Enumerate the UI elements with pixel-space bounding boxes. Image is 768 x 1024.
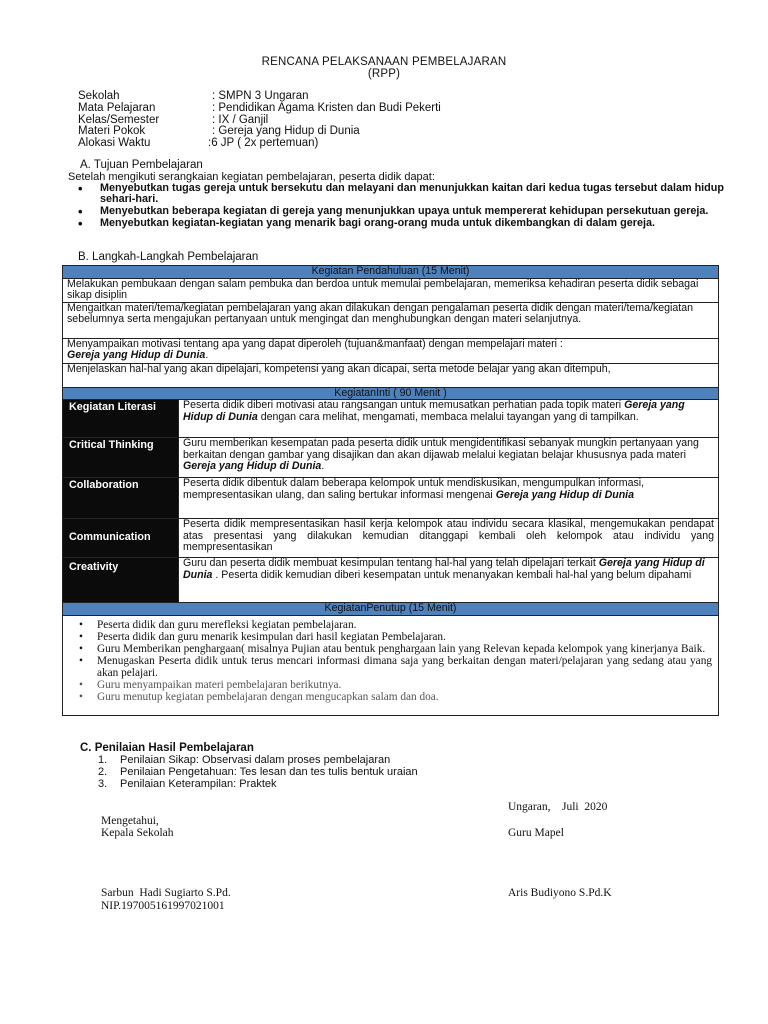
info-value: : SMPN 3 Ungaran bbox=[212, 90, 309, 102]
table-row-creativity bbox=[63, 558, 719, 603]
list-item bbox=[98, 754, 418, 766]
band-label: Kegiatan Pendahuluan (15 Menit) bbox=[63, 266, 719, 279]
activity-text: . bbox=[321, 460, 325, 472]
item-number: 2. bbox=[98, 766, 108, 778]
list-item: • Peserta didik dan guru menarik kesimpulan dari hasil kegiatan Pembelajaran. bbox=[77, 631, 712, 643]
table-band-core bbox=[63, 387, 719, 400]
table-row-critical bbox=[63, 438, 719, 478]
section-a-heading: A. Tujuan Pembelajaran bbox=[80, 159, 203, 171]
info-label: Materi Pokok bbox=[78, 125, 146, 137]
motivation-end: . bbox=[205, 349, 209, 361]
teacher-name: Aris Budiyono S.Pd.K bbox=[508, 887, 612, 899]
topic-emphasis: Gereja yang Hidup di Dunia bbox=[183, 557, 705, 581]
table-cell: Melakukan pembukaan dengan salam pembuka dan berdoa untuk memulai pembelajaran, memeriksa kehadiran peserta didik sebagai sikap disiplin bbox=[63, 278, 719, 302]
activity-text: Peserta didik diberi motivasi atau rangsangan untuk memusatkan perhatian pada topik materi bbox=[183, 399, 625, 411]
list-item: • Guru menyampaikan materi pembelajaran berikutnya. bbox=[77, 679, 712, 691]
steps-table bbox=[62, 265, 719, 716]
list-item: • Peserta didik dan guru merefleksi kegiatan pembelajaran. bbox=[77, 619, 712, 631]
activity-description: Peserta didik mempresentasikan hasil kerja kelompok atau individu secara klasikal, mengemukakan pendapat atas presentasi yang dilakukan kemudian ditanggapi kembali oleh kelompok atau individu yang mempresentasikan bbox=[179, 519, 719, 558]
item-number: 3. bbox=[98, 778, 108, 790]
topic-emphasis: Gereja yang Hidup di Dunia bbox=[183, 460, 322, 472]
table-row bbox=[63, 363, 719, 387]
principal-role: Kepala Sekolah bbox=[101, 827, 174, 839]
table-cell: Menjelaskan hal-hal yang akan dipelajari, kompetensi yang akan dicapai, serta metode belajar yang akan ditempuh, bbox=[63, 363, 719, 387]
list-item: • Menyebutkan kegiatan-kegiatan yang menarik bagi orang-orang muda untuk dikembangkan di dalam gereja. bbox=[76, 218, 726, 229]
list-item: • Menyebutkan tugas gereja untuk bersekutu dan melayani dan menunjukkan kaitan dari kedua tugas tersebut dalam hidup sehari-hari. bbox=[76, 183, 726, 205]
activity-description bbox=[179, 558, 719, 603]
table-row bbox=[63, 615, 719, 715]
info-value: : IX / Ganjil bbox=[212, 114, 269, 126]
topic-emphasis: Gereja yang Hidup di Dunia bbox=[67, 349, 206, 361]
section-a-intro: Setelah mengikuti serangkaian kegiatan pembelajaran, peserta didik dapat: bbox=[68, 171, 435, 183]
closing-list bbox=[69, 619, 712, 703]
activity-label: Critical Thinking bbox=[63, 438, 179, 478]
section-c-heading: C. Penilaian Hasil Pembelajaran bbox=[80, 742, 254, 754]
info-label: Mata Pelajaran bbox=[78, 102, 156, 114]
document-title: RENCANA PELAKSANAAN PEMBELAJARAN bbox=[261, 56, 507, 68]
info-label: Sekolah bbox=[78, 90, 120, 102]
item-text: Penilaian Pengetahuan: Tes lesan dan tes tulis bentuk uraian bbox=[120, 766, 418, 778]
objectives-list bbox=[76, 183, 726, 230]
info-value: :6 JP ( 2x pertemuan) bbox=[208, 137, 319, 149]
activity-description bbox=[179, 478, 719, 519]
activity-text: Guru memberikan kesempatan pada peserta didik untuk mengidentifikasi sebanyak mungkin pertanyaan yang berkaitan dengan gambar yang disajikan dan akan dijawab melalui kegiatan belajar khususnya pada materi bbox=[183, 437, 699, 461]
table-band-intro bbox=[63, 266, 719, 279]
activity-text: . Peserta didik kemudian diberi kesempatan untuk menanyakan kembali hal-hal yang belum dipahami bbox=[212, 568, 692, 581]
table-cell bbox=[63, 615, 719, 715]
info-value: : Pendidikan Agama Kristen dan Budi Pekerti bbox=[212, 102, 441, 114]
table-cell: Mengaitkan materi/tema/kegiatan pembelajaran yang akan dilakukan dengan pengalaman peserta didik dengan materi/tema/kegiatan sebelumnya serta mengajukan pertanyaan untuk mengingat dan menghubungkan dengan materi selanjutnya. bbox=[63, 302, 719, 338]
band-label: KegiatanInti ( 90 Menit ) bbox=[63, 387, 719, 400]
item-number: 1. bbox=[98, 754, 108, 766]
teacher-role: Guru Mapel bbox=[508, 827, 564, 839]
activity-text: Guru dan peserta didik membuat kesimpulan tentang hal-hal yang telah dipelajari terkait bbox=[183, 557, 599, 569]
table-row-communication bbox=[63, 519, 719, 558]
activity-description bbox=[179, 400, 719, 438]
table-row-literasi bbox=[63, 400, 719, 438]
info-value: : Gereja yang Hidup di Dunia bbox=[212, 125, 360, 137]
principal-name: Sarbun Hadi Sugiarto S.Pd. bbox=[101, 887, 231, 899]
activity-label: Collaboration bbox=[63, 478, 179, 519]
item-text: Penilaian Keterampilan: Praktek bbox=[120, 778, 277, 790]
info-label: Alokasi Waktu bbox=[78, 137, 151, 149]
motivation-text: Menyampaikan motivasi tentang apa yang dapat diperoleh (tujuan&manfaat) dengan mempelajari materi : bbox=[67, 337, 563, 350]
list-item: • Guru Memberikan penghargaan( misalnya Pujian atau bentuk penghargaan lain yang Relevan kepada kelompok yang kinerjanya Baik. bbox=[77, 643, 712, 655]
list-item: • Guru menutup kegiatan pembelajaran dengan mengucapkan salam dan doa. bbox=[77, 691, 712, 703]
list-item bbox=[98, 766, 418, 778]
item-text: Penilaian Sikap: Observasi dalam proses pembelajaran bbox=[120, 754, 391, 766]
band-label: KegiatanPenutup (15 Menit) bbox=[63, 603, 719, 616]
activity-label: Communication bbox=[63, 519, 179, 558]
table-row bbox=[63, 302, 719, 338]
document-subtitle: (RPP) bbox=[367, 68, 401, 80]
info-label: Kelas/Semester bbox=[78, 114, 160, 126]
activity-label: Kegiatan Literasi bbox=[63, 400, 179, 438]
table-band-closing bbox=[63, 603, 719, 616]
table-row-collaboration bbox=[63, 478, 719, 519]
activity-text: dengan cara melihat, mengamati, membaca melalui tayangan yang di tampilkan. bbox=[257, 410, 639, 423]
activity-description bbox=[179, 438, 719, 478]
table-row bbox=[63, 338, 719, 363]
acknowledged-label: Mengetahui, bbox=[101, 815, 159, 827]
list-item bbox=[98, 778, 418, 790]
principal-nip: NIP.197005161997021001 bbox=[101, 900, 225, 912]
assessment-list bbox=[98, 754, 418, 790]
list-item: • Menugaskan Peserta didik untuk terus mencari informasi dimana saja yang berkaitan dengan materi/pelajaran yang sedang atau yang akan pelajari. bbox=[77, 655, 712, 679]
topic-emphasis: Gereja yang Hidup di Dunia bbox=[183, 399, 685, 423]
place-date: Ungaran, Juli 2020 bbox=[508, 801, 608, 813]
section-b-heading: B. Langkah-Langkah Pembelajaran bbox=[78, 251, 259, 263]
activity-text: Peserta didik dibentuk dalam beberapa kelompok untuk mendiskusikan, mengumpulkan informasi, mempresentasikan ulang, dan saling bertukar informasi mengenai bbox=[183, 477, 645, 501]
activity-label: Creativity bbox=[63, 558, 179, 603]
table-row bbox=[63, 278, 719, 302]
list-item: • Menyebutkan beberapa kegiatan di gereja yang menunjukkan upaya untuk mempererat kehidupan persekutuan gereja. bbox=[76, 206, 726, 217]
topic-emphasis: Gereja yang Hidup di Dunia bbox=[495, 488, 635, 501]
table-cell bbox=[63, 338, 719, 363]
